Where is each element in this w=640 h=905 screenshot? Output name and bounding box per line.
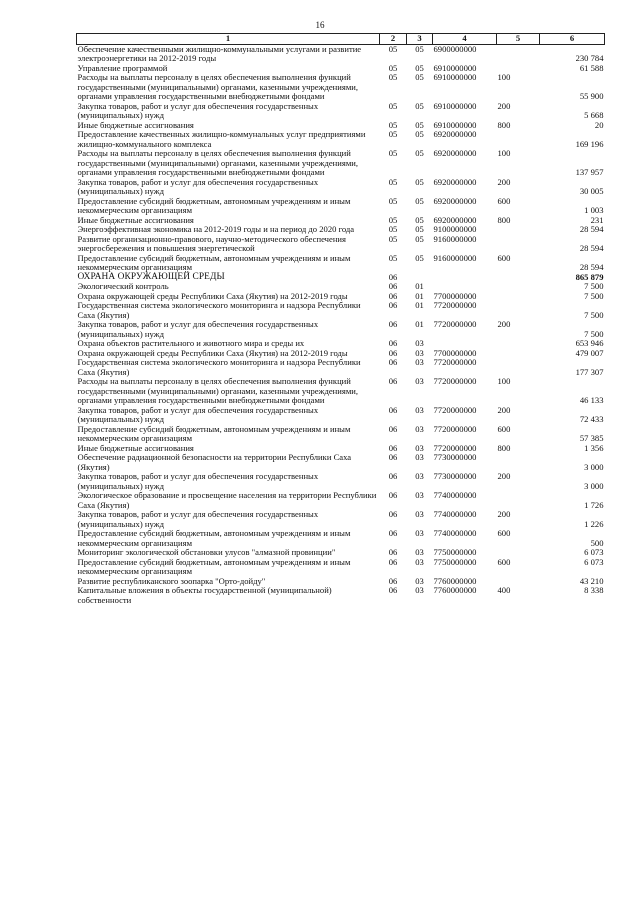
row-name: Закупка товаров, работ и услуг для обеспечения государственных (муниципальных) нужд bbox=[77, 471, 319, 491]
header-col-5: 5 bbox=[497, 34, 540, 45]
row-expense-type: 100 bbox=[497, 376, 511, 386]
row-amount: 46 133 bbox=[579, 395, 604, 405]
row-section-code: 06 bbox=[388, 376, 398, 386]
row-target-article: 6910000000 bbox=[433, 62, 477, 73]
table-row bbox=[77, 149, 605, 178]
header-col-6: 6 bbox=[540, 34, 605, 45]
table-row bbox=[77, 377, 605, 406]
row-expense-type: 800 bbox=[497, 119, 511, 130]
row-amount: 7 500 bbox=[584, 290, 604, 301]
row-subsection-code: 03 bbox=[415, 528, 424, 538]
row-section-code: 06 bbox=[388, 509, 398, 519]
row-expense-type: 600 bbox=[497, 556, 511, 567]
table-row bbox=[77, 586, 605, 605]
row-subsection-code: 05 bbox=[415, 195, 424, 206]
row-target-article: 7730000000 bbox=[433, 452, 477, 462]
row-amount: 1 726 bbox=[584, 499, 604, 510]
row-name: Закупка товаров, работ и услуг для обеспечения государственных (муниципальных) нужд bbox=[77, 319, 319, 339]
row-name: Предоставление субсидий бюджетным, автономным учреждениям и иным некоммерческим организациям bbox=[77, 556, 351, 576]
row-expense-type bbox=[497, 44, 540, 64]
row-amount: 57 385 bbox=[579, 433, 604, 443]
row-section-code: 05 bbox=[388, 100, 398, 111]
row-name: Развитие республиканского зоопарка "Орто-дойду" bbox=[77, 575, 266, 586]
row-section-code: 05 bbox=[388, 252, 398, 263]
row-subsection-code: 05 bbox=[415, 252, 424, 263]
row-name: Государственная система экологического мониторинга и надзора Республики Саха (Якутия) bbox=[77, 300, 361, 320]
row-section-code: 06 bbox=[388, 290, 398, 301]
row-subsection-code: 05 bbox=[415, 129, 424, 139]
row-subsection-code: 03 bbox=[415, 585, 424, 595]
row-amount: 1 003 bbox=[584, 205, 604, 215]
row-subsection-code: 01 bbox=[415, 319, 424, 329]
row-target-article: 7750000000 bbox=[433, 556, 477, 567]
row-expense-type bbox=[497, 358, 540, 377]
row-section-code: 05 bbox=[388, 233, 398, 244]
row-expense-type: 600 bbox=[497, 423, 511, 434]
row-target-article bbox=[433, 273, 497, 283]
table-row bbox=[77, 102, 605, 121]
row-expense-type bbox=[497, 339, 540, 349]
row-section-code: 06 bbox=[388, 338, 398, 348]
row-name: Охрана окружающей среды Республики Саха (Якутия) на 2012-2019 годы bbox=[77, 290, 348, 301]
row-target-article: 7760000000 bbox=[433, 575, 477, 586]
row-expense-type: 200 bbox=[497, 404, 511, 415]
row-target-article: 7750000000 bbox=[433, 547, 477, 557]
table-header bbox=[77, 34, 605, 45]
row-target-article: 6900000000 bbox=[433, 43, 477, 54]
row-subsection-code: 03 bbox=[415, 452, 424, 462]
row-target-article: 9160000000 bbox=[433, 252, 477, 263]
row-amount: 7 500 bbox=[584, 309, 604, 320]
table-row bbox=[77, 529, 605, 548]
row-section-code: 05 bbox=[388, 148, 398, 158]
row-name: Закупка товаров, работ и услуг для обеспечения государственных (муниципальных) нужд bbox=[77, 509, 319, 529]
row-amount: 28 594 bbox=[579, 243, 604, 253]
row-section-code: 06 bbox=[388, 490, 398, 500]
row-subsection-code: 05 bbox=[415, 233, 424, 244]
row-subsection-code: 03 bbox=[415, 347, 424, 358]
row-section-code: 06 bbox=[388, 347, 398, 358]
row-expense-type bbox=[497, 130, 540, 149]
row-amount: 177 307 bbox=[575, 366, 604, 377]
row-target-article: 7720000000 bbox=[433, 319, 477, 329]
row-name: Предоставление субсидий бюджетным, автономным учреждениям и иным некоммерческим организациям bbox=[77, 528, 351, 548]
row-target-article: 7740000000 bbox=[433, 490, 477, 500]
table-body bbox=[77, 44, 605, 605]
row-target-article: 7720000000 bbox=[433, 404, 477, 415]
table-row bbox=[77, 425, 605, 444]
row-subsection-code: 03 bbox=[415, 547, 424, 557]
row-expense-type: 600 bbox=[497, 195, 511, 206]
row-target-article: 6920000000 bbox=[433, 176, 477, 187]
row-section-code: 05 bbox=[388, 224, 398, 234]
budget-table bbox=[76, 33, 605, 605]
row-amount: 55 900 bbox=[579, 91, 604, 101]
table-row bbox=[77, 358, 605, 377]
row-section-code: 05 bbox=[388, 119, 398, 130]
row-target-article: 6920000000 bbox=[433, 148, 477, 158]
row-expense-type: 100 bbox=[497, 148, 511, 158]
row-amount: 865 879 bbox=[575, 271, 604, 282]
row-target-article: 6920000000 bbox=[433, 129, 477, 139]
row-subsection-code: 05 bbox=[415, 176, 424, 187]
row-expense-type bbox=[497, 491, 540, 510]
row-section-code: 06 bbox=[388, 404, 398, 415]
row-expense-type bbox=[497, 292, 540, 302]
row-amount: 169 196 bbox=[575, 138, 604, 149]
row-subsection-code: 03 bbox=[415, 556, 424, 567]
row-target-article: 6910000000 bbox=[433, 119, 477, 130]
row-name: Охрана объектов растительного и животного мира и среды их bbox=[77, 338, 305, 348]
row-target-article: 7740000000 bbox=[433, 509, 477, 519]
row-subsection-code: 05 bbox=[415, 214, 424, 225]
row-amount: 43 210 bbox=[579, 575, 604, 586]
row-name: Мониторинг экологической обстановки улусов "алмазной провинции" bbox=[77, 547, 336, 557]
row-target-article: 7720000000 bbox=[433, 300, 477, 310]
row-expense-type: 200 bbox=[497, 100, 511, 111]
row-name: Энергоэффективная экономика на 2012-2019 годы и на период до 2020 года bbox=[77, 224, 355, 234]
row-name: Закупка товаров, работ и услуг для обеспечения государственных (муниципальных) нужд bbox=[77, 100, 319, 120]
row-name: Экологическое образование и просвещение населения на территории Республики Саха (Якутия) bbox=[77, 490, 377, 510]
row-section-code: 05 bbox=[388, 62, 398, 73]
header-col-1: 1 bbox=[77, 34, 380, 45]
row-amount: 479 007 bbox=[575, 347, 604, 358]
row-section-code: 06 bbox=[388, 575, 398, 586]
row-name: Закупка товаров, работ и услуг для обеспечения государственных (муниципальных) нужд bbox=[77, 404, 319, 424]
table-row bbox=[77, 130, 605, 149]
row-section-code: 06 bbox=[388, 556, 398, 567]
row-expense-type: 200 bbox=[497, 319, 511, 329]
row-amount: 61 588 bbox=[579, 62, 604, 73]
header-col-4: 4 bbox=[433, 34, 497, 45]
row-expense-type: 600 bbox=[497, 252, 511, 263]
row-expense-type bbox=[497, 282, 540, 292]
row-target-article: 7720000000 bbox=[433, 423, 477, 434]
row-section-code: 06 bbox=[388, 423, 398, 434]
row-amount: 72 433 bbox=[579, 414, 604, 424]
row-amount: 28 594 bbox=[579, 224, 604, 234]
row-target-article: 7720000000 bbox=[433, 357, 477, 367]
row-subsection-code: 03 bbox=[415, 509, 424, 519]
table-row bbox=[77, 406, 605, 425]
row-amount: 5 668 bbox=[584, 110, 604, 120]
row-amount: 137 957 bbox=[575, 167, 604, 177]
row-name: Предоставление субсидий бюджетным, автономным учреждениям и иным некоммерческим организациям bbox=[77, 252, 351, 272]
row-name: Расходы на выплаты персоналу в целях обеспечения выполнения функций государственными (муниципальными) органами, казенными учреждениями, органами управления государственными внебюджетными фондами bbox=[77, 72, 359, 101]
row-expense-type bbox=[497, 349, 540, 359]
row-section-code: 05 bbox=[388, 43, 398, 54]
row-subsection-code: 05 bbox=[415, 43, 424, 54]
row-target-article: 9160000000 bbox=[433, 233, 477, 244]
row-subsection-code: 03 bbox=[415, 490, 424, 500]
row-subsection-code: 03 bbox=[415, 423, 424, 434]
row-section-code: 05 bbox=[388, 214, 398, 225]
row-name: Обеспечение радиационной безопасности на территории Республики Саха (Якутия) bbox=[77, 452, 352, 472]
row-amount: 7 500 bbox=[584, 281, 604, 291]
table-row bbox=[77, 472, 605, 491]
row-section-code: 05 bbox=[388, 176, 398, 187]
table-row bbox=[77, 197, 605, 216]
row-name: Предоставление качественных жилищно-коммунальных услуг предприятиями жилищно-коммунального комплекса bbox=[77, 129, 366, 149]
row-amount: 30 005 bbox=[579, 186, 604, 196]
row-name: Иные бюджетные ассигнования bbox=[77, 442, 194, 453]
row-target-article: 7700000000 bbox=[433, 290, 477, 301]
row-subsection-code: 03 bbox=[415, 376, 424, 386]
row-expense-type: 200 bbox=[497, 471, 511, 481]
table-row bbox=[77, 453, 605, 472]
row-target-article: 9100000000 bbox=[433, 224, 477, 234]
row-expense-type: 800 bbox=[497, 442, 511, 453]
row-target-article: 7740000000 bbox=[433, 528, 477, 538]
row-expense-type: 200 bbox=[497, 509, 511, 519]
row-target-article: 6910000000 bbox=[433, 72, 477, 82]
row-expense-type bbox=[497, 235, 540, 254]
row-target-article: 6920000000 bbox=[433, 214, 477, 225]
row-name: Предоставление субсидий бюджетным, автономным учреждениям и иным некоммерческим организациям bbox=[77, 423, 351, 443]
row-section-code: 06 bbox=[388, 319, 398, 329]
row-name: Экологический контроль bbox=[77, 281, 169, 291]
header-col-2: 2 bbox=[380, 34, 407, 45]
row-amount: 653 946 bbox=[575, 338, 604, 348]
row-amount: 3 000 bbox=[584, 480, 604, 491]
row-amount: 6 073 bbox=[584, 547, 604, 557]
row-amount: 230 784 bbox=[575, 53, 604, 63]
table-row bbox=[77, 510, 605, 529]
row-expense-type bbox=[497, 453, 540, 472]
row-name: ОХРАНА ОКРУЖАЮЩЕЙ СРЕДЫ bbox=[77, 271, 225, 282]
row-amount: 8 338 bbox=[584, 585, 604, 595]
header-col-3: 3 bbox=[407, 34, 433, 45]
row-section-code: 06 bbox=[388, 471, 398, 481]
row-subsection-code: 03 bbox=[415, 575, 424, 586]
row-subsection-code: 01 bbox=[415, 281, 424, 291]
row-name: Охрана окружающей среды Республики Саха (Якутия) на 2012-2019 годы bbox=[77, 347, 348, 358]
row-subsection-code: 01 bbox=[415, 300, 424, 310]
row-amount: 1 356 bbox=[584, 442, 604, 453]
row-name: Закупка товаров, работ и услуг для обеспечения государственных (муниципальных) нужд bbox=[77, 176, 319, 196]
row-expense-type bbox=[497, 273, 540, 283]
row-subsection-code: 03 bbox=[415, 357, 424, 367]
table-row bbox=[77, 491, 605, 510]
row-amount: 500 bbox=[590, 537, 604, 548]
row-subsection-code: 05 bbox=[415, 62, 424, 73]
row-name: Управление программой bbox=[77, 62, 168, 73]
row-expense-type: 600 bbox=[497, 528, 511, 538]
row-subsection-code: 05 bbox=[415, 148, 424, 158]
row-section-code: 06 bbox=[388, 452, 398, 462]
row-section-code: 05 bbox=[388, 129, 398, 139]
table-row bbox=[77, 73, 605, 102]
row-name: Предоставление субсидий бюджетным, автономным учреждениям и иным некоммерческим организациям bbox=[77, 195, 351, 215]
row-expense-type: 200 bbox=[497, 176, 511, 187]
row-amount: 3 000 bbox=[584, 461, 604, 472]
row-amount: 231 bbox=[590, 214, 604, 225]
row-section-code: 06 bbox=[388, 271, 398, 282]
row-subsection-code: 03 bbox=[415, 404, 424, 415]
row-name: Расходы на выплаты персоналу в целях обеспечения выполнения функций государственными (муниципальными) органами, казенными учреждениями, органами управления государственными внебюджетными фондами bbox=[77, 148, 359, 177]
row-amount: 28 594 bbox=[579, 262, 604, 272]
row-name: Государственная система экологического мониторинга и надзора Республики Саха (Якутия) bbox=[77, 357, 361, 377]
row-section-code: 06 bbox=[388, 300, 398, 310]
row-name: Обеспечение качественными жилищно-коммунальными услугами и развитие электроэнергетики на 2012-2019 годы bbox=[77, 43, 362, 63]
row-section-code: 05 bbox=[388, 72, 398, 82]
row-subsection-code: 05 bbox=[415, 224, 424, 234]
row-subsection-code: 05 bbox=[415, 119, 424, 130]
row-target-article: 6920000000 bbox=[433, 195, 477, 206]
row-name: Иные бюджетные ассигнования bbox=[77, 214, 194, 225]
row-target-article: 7700000000 bbox=[433, 347, 477, 358]
row-name: Капитальные вложения в объекты государственной (муниципальной) собственности bbox=[77, 585, 332, 605]
table-row bbox=[77, 235, 605, 254]
table-row bbox=[77, 320, 605, 339]
row-expense-type: 100 bbox=[497, 72, 511, 82]
table-row bbox=[77, 44, 605, 64]
row-amount: 1 226 bbox=[584, 518, 604, 529]
table-row bbox=[77, 254, 605, 273]
row-amount: 6 073 bbox=[584, 556, 604, 567]
row-target-article: 6910000000 bbox=[433, 100, 477, 111]
row-name: Развитие организационно-правового, научно-методического обеспечения энергосбережения и повышения энергетической bbox=[77, 233, 346, 253]
row-name: Иные бюджетные ассигнования bbox=[77, 119, 194, 130]
row-subsection-code: 03 bbox=[415, 442, 424, 453]
row-subsection-code: 03 bbox=[415, 338, 424, 348]
row-amount: 7 500 bbox=[584, 328, 604, 339]
row-section-code: 06 bbox=[388, 528, 398, 538]
row-name: Расходы на выплаты персоналу в целях обеспечения выполнения функций государственными (муниципальными) органами, казенными учреждениями, органами управления государственными внебюджетными фондами bbox=[77, 376, 359, 405]
table-row bbox=[77, 301, 605, 320]
row-expense-type: 800 bbox=[497, 214, 511, 225]
row-section-code: 06 bbox=[388, 585, 398, 595]
page-number: 16 bbox=[315, 20, 325, 30]
table-row bbox=[77, 558, 605, 577]
row-subsection-code: 03 bbox=[415, 471, 424, 481]
row-section-code: 06 bbox=[388, 442, 398, 453]
row-target-article: 7730000000 bbox=[433, 471, 477, 481]
row-subsection-code: 05 bbox=[415, 100, 424, 111]
row-section-code: 06 bbox=[388, 357, 398, 367]
row-subsection-code: 05 bbox=[415, 72, 424, 82]
row-target-article: 7720000000 bbox=[433, 376, 477, 386]
row-target-article: 7720000000 bbox=[433, 442, 477, 453]
header-row bbox=[77, 34, 605, 45]
row-section-code: 05 bbox=[388, 195, 398, 206]
row-subsection-code: 01 bbox=[415, 290, 424, 301]
row-expense-type: 400 bbox=[497, 585, 511, 595]
row-expense-type bbox=[497, 225, 540, 235]
row-expense-type bbox=[497, 301, 540, 320]
row-amount: 20 bbox=[594, 119, 604, 130]
row-section-code: 06 bbox=[388, 547, 398, 557]
row-target-article: 7760000000 bbox=[433, 585, 477, 595]
table-row bbox=[77, 178, 605, 197]
row-section-code: 06 bbox=[388, 281, 398, 291]
